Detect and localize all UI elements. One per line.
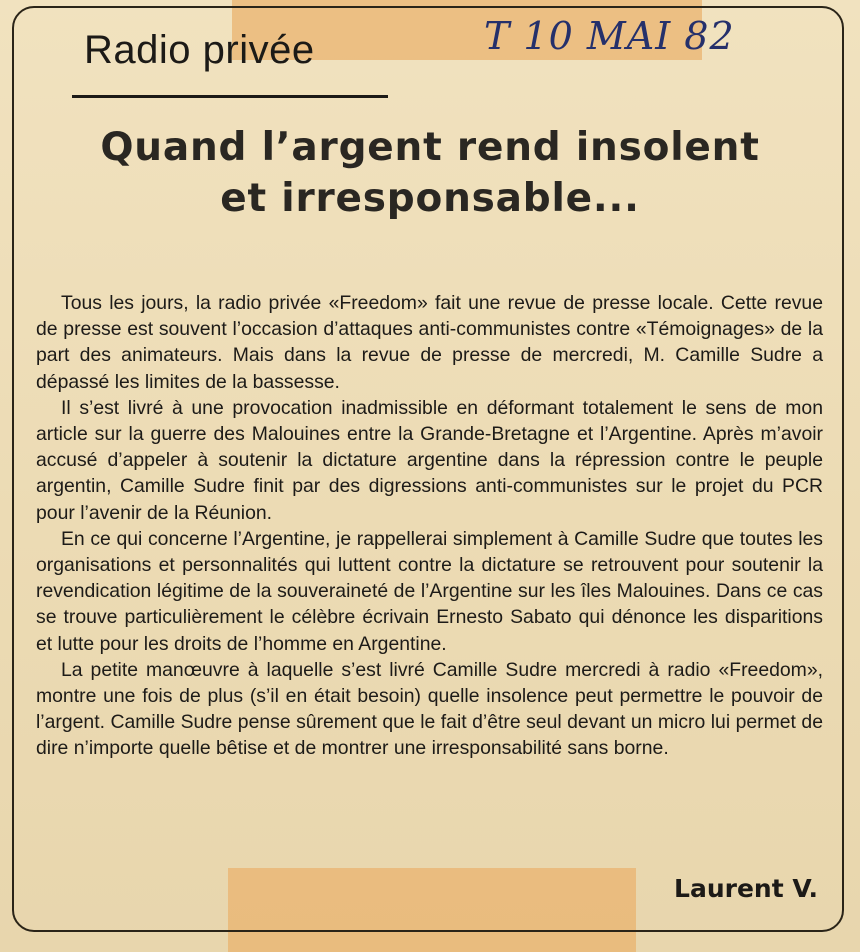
section-kicker: Radio privée bbox=[84, 28, 315, 72]
kicker-underline bbox=[72, 95, 388, 98]
article-paragraph: Tous les jours, la radio privée «Freedom» fait une revue de presse locale. Cette revue de presse est souvent l’occasion d’attaques anti-communistes contre «Témoignages» de la part des animateurs. Mais dans la revue de presse de mercredi, M. Camille Sudre a dépassé les limites de la bassesse. bbox=[36, 292, 823, 393]
article-paragraph: La petite manœuvre à laquelle s’est livré Camille Sudre mercredi à radio «Freedom», montre une fois de plus (s’il en était besoin) quelle insolence peut permettre le pouvoir de l’argent. Camille Sudre pense sûrement que le fait d’être seul devant un micro lui permet de dire n’importe quelle bêtise et de montrer une irresponsabilité sans borne. bbox=[36, 658, 823, 760]
article-paragraph: En ce qui concerne l’Argentine, je rappellerai simplement à Camille Sudre que toutes les organisations et personnalités qui luttent contre la dictature se retrouvent pour soutenir la revendication légitime de la souveraineté de l’Argentine sur les îles Malouines. Dans ce cas se trouve particulièrement le célèbre écrivain Ernesto Sabato qui dénonce les disparitions et lutte pour les droits de l’homme en Argentine. bbox=[36, 527, 823, 655]
headline-line-2: et irresponsable... bbox=[220, 176, 640, 221]
author-signature: Laurent V. bbox=[674, 874, 818, 903]
handwritten-date: T 10 MAI 82 bbox=[484, 14, 735, 58]
article-paragraph: Il s’est livré à une provocation inadmissible en déformant totalement le sens de mon article sur la guerre des Malouines entre la Grande-Bretagne et l’Argentine. Après m’avoir accusé d’appeler à soutenir la dictature argentine dans la répression contre le peuple argentin, Camille Sudre finit par des digressions anti-communistes sur le projet du PCR pour l’avenir de la Réunion. bbox=[36, 396, 823, 524]
headline-line-1: Quand l’argent rend insolent bbox=[100, 125, 760, 170]
headline bbox=[40, 122, 820, 224]
article-body bbox=[36, 290, 823, 762]
